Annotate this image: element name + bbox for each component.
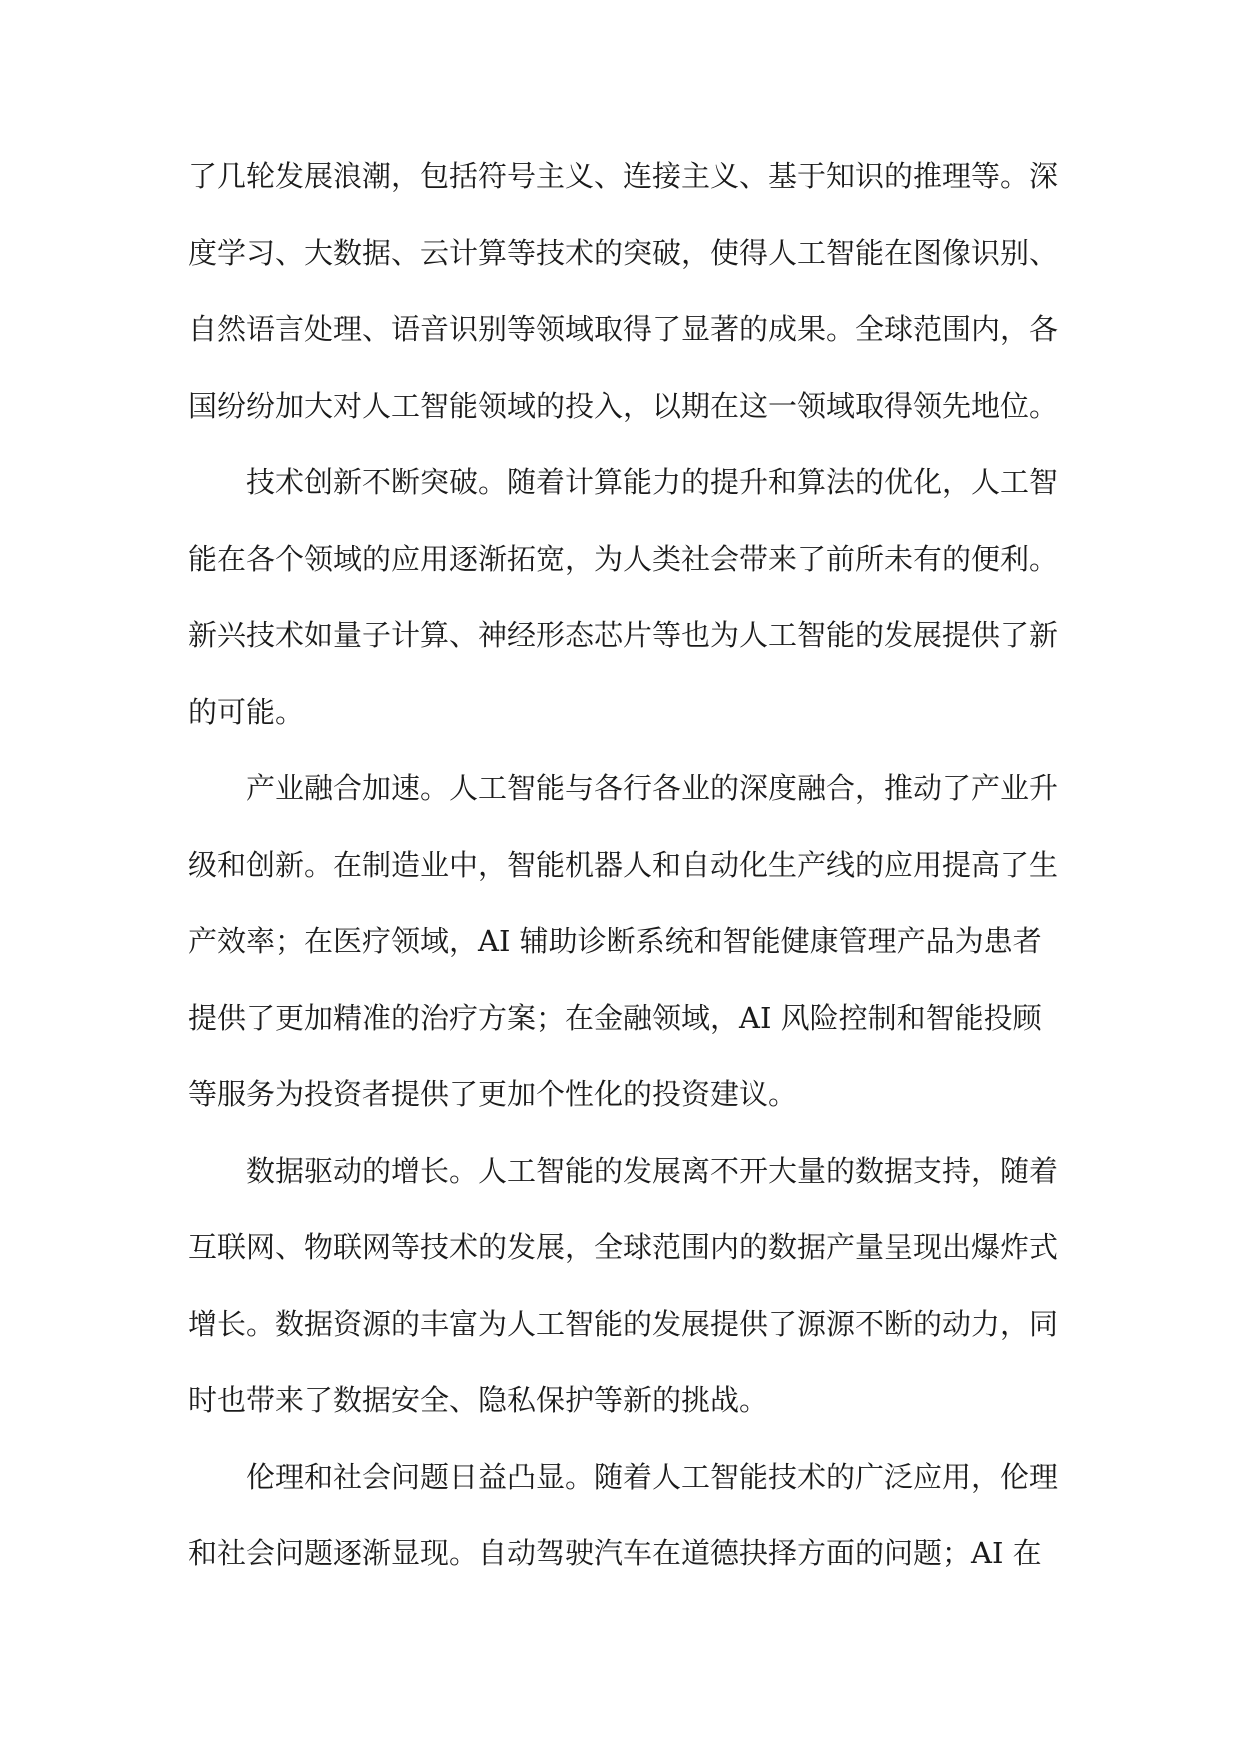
text-line: 了几轮发展浪潮，包括符号主义、连接主义、基于知识的推理等。深 xyxy=(188,159,1059,193)
paragraph xyxy=(188,1439,1058,1592)
text-line: 产效率；在医疗领域，AI 辅助诊断系统和智能健康管理产品为患者 xyxy=(188,924,1042,958)
paragraph xyxy=(188,750,1058,1133)
paragraph xyxy=(188,444,1058,750)
text-line: 能在各个领域的应用逐渐拓宽，为人类社会带来了前所未有的便利。 xyxy=(188,541,1059,576)
text-line: 和社会问题逐渐显现。自动驾驶汽车在道德抉择方面的问题；AI 在 xyxy=(188,1536,1042,1570)
text-line: 技术创新不断突破。随着计算能力的提升和算法的优化，人工智 xyxy=(188,465,1059,499)
paragraph xyxy=(188,138,1058,444)
body-text xyxy=(188,138,1058,1592)
paragraph xyxy=(188,1133,1058,1439)
text-line: 等服务为投资者提供了更加个性化的投资建议。 xyxy=(188,1077,798,1111)
text-line: 时也带来了数据安全、隐私保护等新的挑战。 xyxy=(188,1383,769,1417)
text-line: 产业融合加速。人工智能与各行各业的深度融合，推动了产业升 xyxy=(188,771,1059,805)
text-line: 伦理和社会问题日益凸显。随着人工智能技术的广泛应用，伦理 xyxy=(188,1459,1059,1494)
text-line: 互联网、物联网等技术的发展，全球范围内的数据产量呈现出爆炸式 xyxy=(188,1230,1059,1264)
text-line: 的可能。 xyxy=(188,694,305,729)
text-line: 自然语言处理、语音识别等领域取得了显著的成果。全球范围内，各 xyxy=(188,312,1059,346)
text-line: 级和创新。在制造业中，智能机器人和自动化生产线的应用提高了生 xyxy=(188,847,1059,882)
text-line: 增长。数据资源的丰富为人工智能的发展提供了源源不断的动力，同 xyxy=(188,1306,1059,1341)
text-line: 国纷纷加大对人工智能领域的投入，以期在这一领域取得领先地位。 xyxy=(188,388,1059,423)
text-line: 新兴技术如量子计算、神经形态芯片等也为人工智能的发展提供了新 xyxy=(188,618,1059,652)
text-line: 度学习、大数据、云计算等技术的突破，使得人工智能在图像识别、 xyxy=(188,235,1059,270)
text-line: 数据驱动的增长。人工智能的发展离不开大量的数据支持，随着 xyxy=(188,1153,1059,1188)
text-line: 提供了更加精准的治疗方案；在金融领域，AI 风险控制和智能投顾 xyxy=(188,1000,1042,1035)
